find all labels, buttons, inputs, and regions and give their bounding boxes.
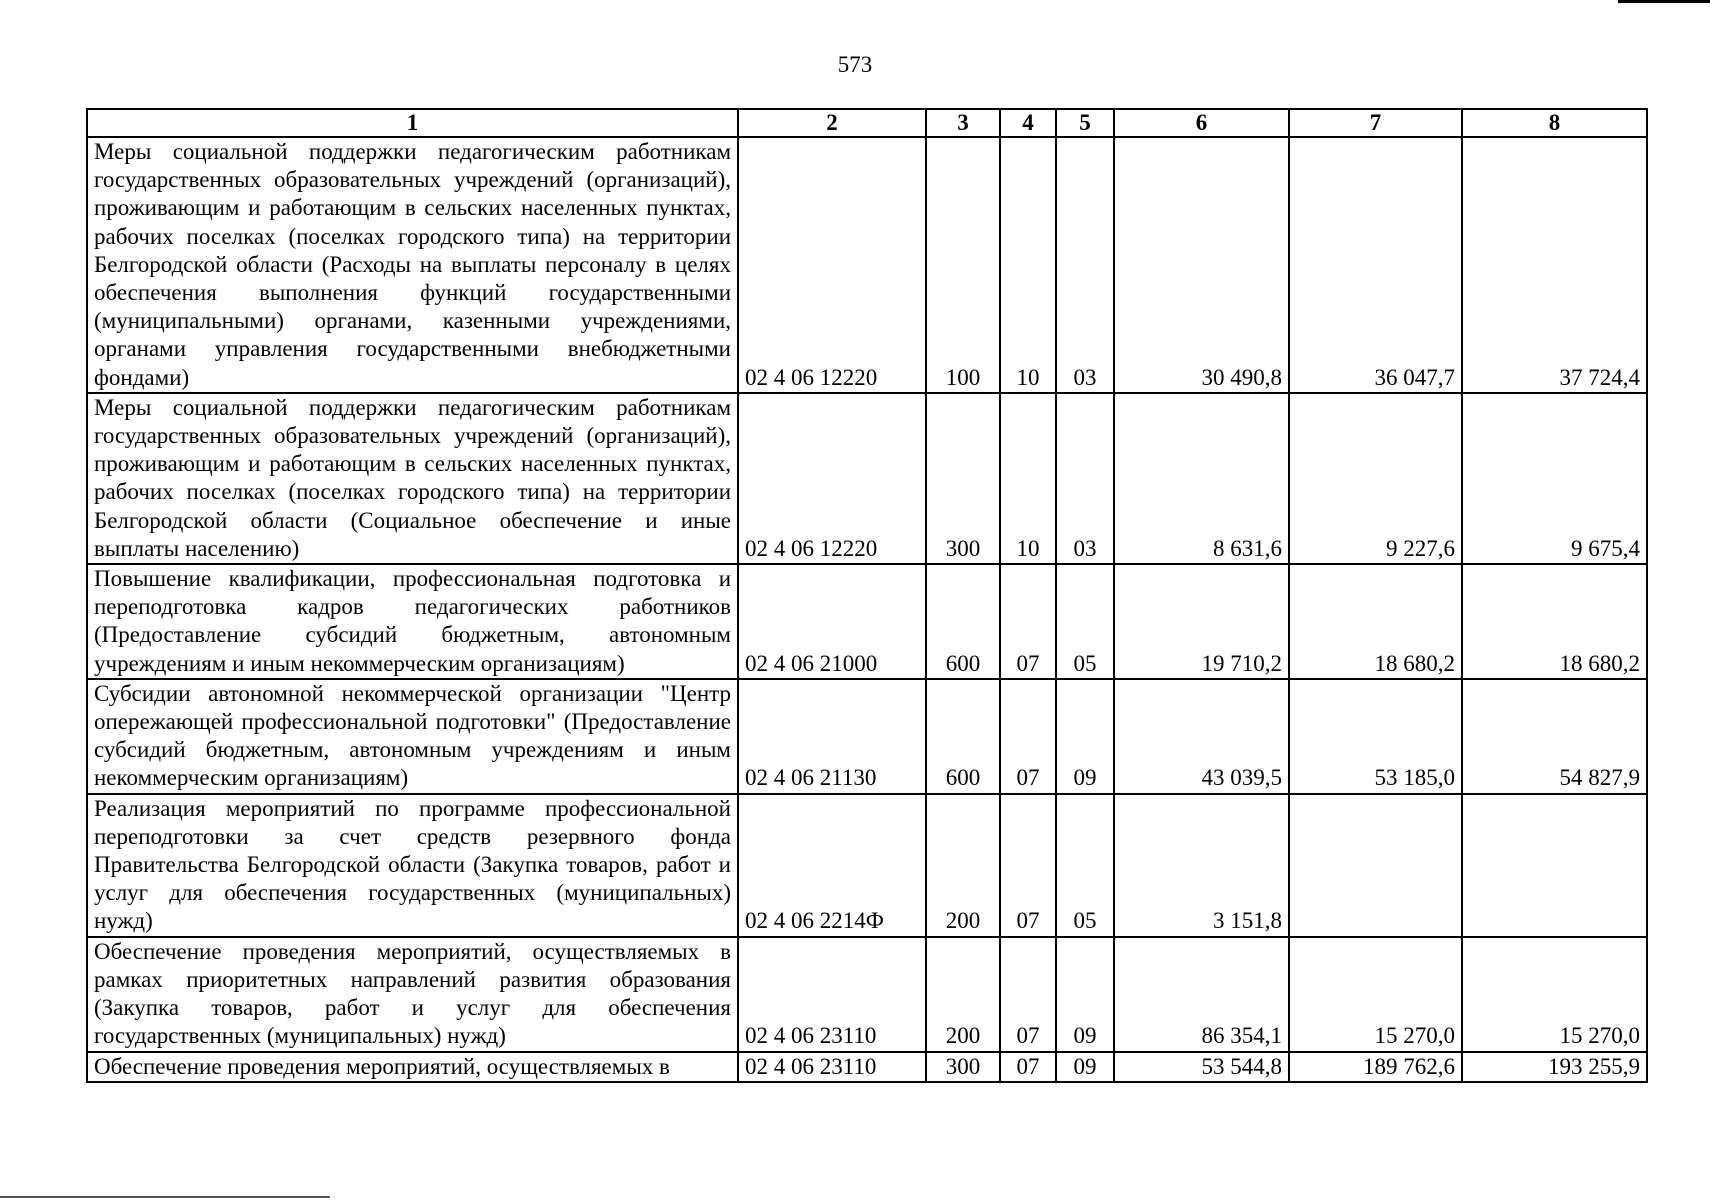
row-target-code: 02 4 06 12220 [738, 137, 926, 393]
row-amount-col8 [1462, 794, 1647, 937]
row-amount-col8: 37 724,4 [1462, 137, 1647, 393]
row-amount-col7: 189 762,6 [1289, 1052, 1462, 1082]
row-description: Обеспечение проведения мероприятий, осуществляемых в [87, 1052, 738, 1082]
header-col-3: 3 [926, 109, 1000, 137]
scan-edge-mark-top [1618, 0, 1710, 3]
row-target-code: 02 4 06 12220 [738, 393, 926, 564]
header-row [87, 109, 1647, 137]
row-amount-col8: 9 675,4 [1462, 393, 1647, 564]
row-target-code: 02 4 06 21130 [738, 679, 926, 794]
row-amount-col8: 193 255,9 [1462, 1052, 1647, 1082]
row-subsection: 03 [1056, 137, 1114, 393]
row-expense-type: 100 [926, 137, 1000, 393]
row-description: Меры социальной поддержки педагогическим работникам государственных образовательных учреждений (организаций), проживающим и работающим в сельских населенных пунктах, рабочих поселках (поселках городского типа) на территории Белгородской области (Социальное обеспечение и иные выплаты населению) [87, 393, 738, 564]
row-amount-col7: 15 270,0 [1289, 937, 1462, 1052]
row-amount-col7: 53 185,0 [1289, 679, 1462, 794]
header-col-2: 2 [738, 109, 926, 137]
row-description: Повышение квалификации, профессиональная подготовка и переподготовка кадров педагогических работников (Предоставление субсидий бюджетным, автономным учреждениям и иным некоммерческим организациям) [87, 564, 738, 679]
table-row [87, 794, 1647, 937]
row-amount-col6: 43 039,5 [1114, 679, 1289, 794]
scan-edge-mark-bottom [0, 1196, 330, 1198]
row-subsection: 03 [1056, 393, 1114, 564]
header-col-5: 5 [1056, 109, 1114, 137]
row-amount-col6: 53 544,8 [1114, 1052, 1289, 1082]
table-row [87, 137, 1647, 393]
row-target-code: 02 4 06 21000 [738, 564, 926, 679]
table-row [87, 564, 1647, 679]
header-col-8: 8 [1462, 109, 1647, 137]
row-amount-col7: 18 680,2 [1289, 564, 1462, 679]
table-row [87, 937, 1647, 1052]
page-number: 573 [837, 52, 873, 77]
row-section: 07 [1000, 794, 1056, 937]
header-col-7: 7 [1289, 109, 1462, 137]
row-amount-col8: 15 270,0 [1462, 937, 1647, 1052]
row-subsection: 09 [1056, 1052, 1114, 1082]
row-section: 07 [1000, 937, 1056, 1052]
row-expense-type: 200 [926, 794, 1000, 937]
row-amount-col7 [1289, 794, 1462, 937]
row-section: 10 [1000, 137, 1056, 393]
row-section: 07 [1000, 1052, 1056, 1082]
budget-table [86, 108, 1648, 1083]
row-amount-col6: 30 490,8 [1114, 137, 1289, 393]
row-expense-type: 300 [926, 1052, 1000, 1082]
table-row [87, 679, 1647, 794]
row-subsection: 09 [1056, 679, 1114, 794]
row-amount-col6: 8 631,6 [1114, 393, 1289, 564]
row-target-code: 02 4 06 23110 [738, 1052, 926, 1082]
header-col-1: 1 [87, 109, 738, 137]
row-expense-type: 600 [926, 564, 1000, 679]
row-amount-col8: 18 680,2 [1462, 564, 1647, 679]
row-section: 07 [1000, 679, 1056, 794]
row-amount-col7: 36 047,7 [1289, 137, 1462, 393]
table-row [87, 393, 1647, 564]
row-expense-type: 200 [926, 937, 1000, 1052]
row-section: 10 [1000, 393, 1056, 564]
row-subsection: 09 [1056, 937, 1114, 1052]
table-row [87, 1052, 1647, 1082]
row-description: Меры социальной поддержки педагогическим работникам государственных образовательных учреждений (организаций), проживающим и работающим в сельских населенных пунктах, рабочих поселках (поселках городского типа) на территории Белгородской области (Расходы на выплаты персоналу в целях обеспечения выполнения функций государственными (муниципальными) органами, казенными учреждениями, органами управления государственными внебюджетными фондами) [87, 137, 738, 393]
header-col-4: 4 [1000, 109, 1056, 137]
row-expense-type: 300 [926, 393, 1000, 564]
row-description: Обеспечение проведения мероприятий, осуществляемых в рамках приоритетных направлений развития образования (Закупка товаров, работ и услуг для обеспечения государственных (муниципальных) нужд) [87, 937, 738, 1052]
row-section: 07 [1000, 564, 1056, 679]
row-subsection: 05 [1056, 564, 1114, 679]
row-target-code: 02 4 06 23110 [738, 937, 926, 1052]
row-target-code: 02 4 06 2214Ф [738, 794, 926, 937]
row-description: Реализация мероприятий по программе профессиональной переподготовки за счет средств резервного фонда Правительства Белгородской области (Закупка товаров, работ и услуг для обеспечения государственных (муниципальных) нужд) [87, 794, 738, 937]
row-description: Субсидии автономной некоммерческой организации "Центр опережающей профессиональной подготовки" (Предоставление субсидий бюджетным, автономным учреждениям и иным некоммерческим организациям) [87, 679, 738, 794]
row-subsection: 05 [1056, 794, 1114, 937]
header-col-6: 6 [1114, 109, 1289, 137]
row-amount-col6: 19 710,2 [1114, 564, 1289, 679]
row-amount-col8: 54 827,9 [1462, 679, 1647, 794]
row-amount-col6: 3 151,8 [1114, 794, 1289, 937]
row-expense-type: 600 [926, 679, 1000, 794]
row-amount-col7: 9 227,6 [1289, 393, 1462, 564]
row-amount-col6: 86 354,1 [1114, 937, 1289, 1052]
